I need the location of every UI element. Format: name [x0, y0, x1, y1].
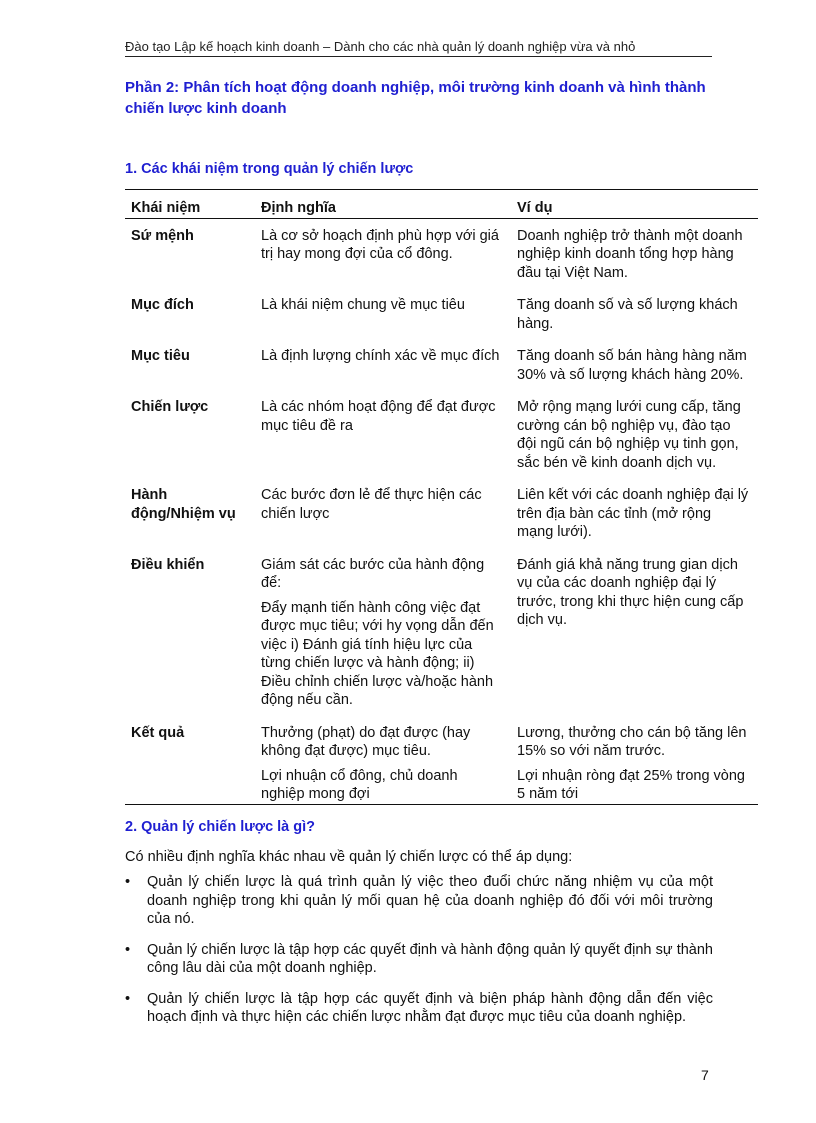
page-number: 7: [701, 1067, 709, 1083]
table-row: [125, 218, 758, 288]
section-1-title: 1. Các khái niệm trong quản lý chiến lược: [125, 161, 414, 177]
definition-text: Các bước đơn lẻ để thực hiện các chiến lược: [261, 487, 482, 522]
example-text: Doanh nghiệp trở thành một doanh nghiệp kinh doanh tổng hợp hàng đầu tại Việt Nam.: [517, 227, 743, 281]
row-definition: [255, 390, 511, 478]
column-header-definition: Định nghĩa: [255, 190, 511, 219]
example-text: Tăng doanh số và số lượng khách hàng.: [517, 297, 738, 332]
table-row: [125, 716, 758, 805]
list-item-text: Quản lý chiến lược là tập hợp các quyết định và biện pháp hành động dẫn đến việc hoạch định và thực hiện các chiến lược nhằm đạt được mục tiêu của doanh nghiệp.: [147, 990, 713, 1025]
example-text: Mở rộng mạng lưới cung cấp, tăng cường cán bộ nghiệp vụ, đào tạo đội ngũ cán bộ nghiệp vụ tinh gọn, sắc bén về kinh doanh dịch vụ.: [517, 399, 741, 471]
row-term: Kết quả: [125, 716, 255, 805]
row-definition: [255, 288, 511, 339]
row-example: [511, 339, 758, 390]
list-item: [125, 873, 713, 929]
row-example: [511, 218, 758, 288]
row-term: Sứ mệnh: [131, 227, 194, 244]
definition-text: Lợi nhuận cổ đông, chủ doanh nghiệp mong đợi: [261, 767, 458, 802]
section-2-title: 2. Quản lý chiến lược là gì?: [125, 819, 316, 835]
row-example: [511, 390, 758, 478]
row-term: Chiến lược: [131, 399, 209, 415]
row-definition: [255, 716, 511, 805]
list-item-text: Quản lý chiến lược là tập hợp các quyết định và hành động quản lý quyết định sự thành công lâu dài của một doanh nghiệp.: [147, 941, 713, 976]
row-definition: [255, 478, 511, 548]
column-header-example: Ví dụ: [511, 190, 758, 219]
row-term: Hành động/Nhiệm vụ: [131, 487, 236, 522]
row-term: Mục tiêu: [131, 348, 190, 364]
example-text: Liên kết với các doanh nghiệp đại lý trên địa bàn các tỉnh (mở rộng mạng lưới).: [517, 487, 749, 540]
row-definition: [255, 339, 511, 390]
column-header-concept: Khái niệm: [125, 190, 255, 219]
example-text: Lương, thưởng cho cán bộ tăng lên 15% so với năm trước.: [517, 724, 747, 759]
table-row: [125, 548, 758, 716]
list-item: [125, 941, 713, 978]
bullet-icon: •: [125, 874, 131, 890]
table-row: [125, 339, 758, 390]
row-example: [511, 548, 758, 716]
example-text: Đánh giá khả năng trung gian dịch vụ của các doanh nghiệp đại lý trước, trong khi thực hiện cung cấp dịch vụ.: [517, 556, 744, 628]
row-example: [511, 288, 758, 339]
row-definition: [255, 548, 511, 716]
table-row: [125, 288, 758, 339]
row-term: Mục đích: [131, 297, 194, 313]
definition-text: Là khái niệm chung về mục tiêu: [261, 297, 465, 313]
row-example: [511, 716, 758, 805]
example-text: Lợi nhuận ròng đạt 25% trong vòng 5 năm tới: [517, 767, 745, 802]
list-item-text: Quản lý chiến lược là quá trình quản lý việc theo đuổi chức năng nhiệm vụ của một doanh nghiệp trong khi quản lý mối quan hệ của doanh nghiệp đó đối với môi trường của nó.: [147, 874, 713, 927]
definition-text: Là các nhóm hoạt động để đạt được mục tiêu đề ra: [261, 399, 496, 434]
definition-list: [125, 873, 713, 1039]
concepts-table: [125, 189, 758, 805]
section-2-intro: Có nhiều định nghĩa khác nhau về quản lý chiến lược có thể áp dụng:: [125, 849, 573, 865]
definition-text: Thưởng (phạt) do đạt được (hay không đạt được) mục tiêu.: [261, 724, 471, 759]
running-header: Đào tạo Lập kế hoạch kinh doanh – Dành cho các nhà quản lý doanh nghiệp vừa và nhỏ: [125, 38, 712, 57]
definition-text: Là cơ sở hoạch định phù hợp với giá trị hay mong đợi của cổ đông.: [261, 227, 499, 262]
table-header-row: [125, 190, 758, 219]
list-item: [125, 990, 713, 1027]
table-row: [125, 390, 758, 478]
table-row: [125, 478, 758, 548]
definition-text: Giám sát các bước của hành động để:: [261, 556, 485, 591]
row-example: [511, 478, 758, 548]
bullet-icon: •: [125, 990, 131, 1007]
definition-text: Đẩy mạnh tiến hành công việc đạt được mục tiêu; với hy vọng dẫn đến việc i) Đánh giá tính hiệu lực của từng chiến lược và hành động; ii) Điều chỉnh chiến lược và/hoặc hành động nếu cần.: [261, 599, 494, 708]
row-term: Điều khiển: [131, 556, 205, 573]
row-definition: [255, 218, 511, 288]
example-text: Tăng doanh số bán hàng hàng năm 30% và số lượng khách hàng 20%.: [517, 348, 747, 383]
part-title: Phần 2: Phân tích hoạt động doanh nghiệp, môi trường kinh doanh và hình thành chiến lược kinh doanh: [125, 79, 706, 117]
bullet-icon: •: [125, 941, 131, 958]
definition-text: Là định lượng chính xác về mục đích: [261, 348, 500, 364]
